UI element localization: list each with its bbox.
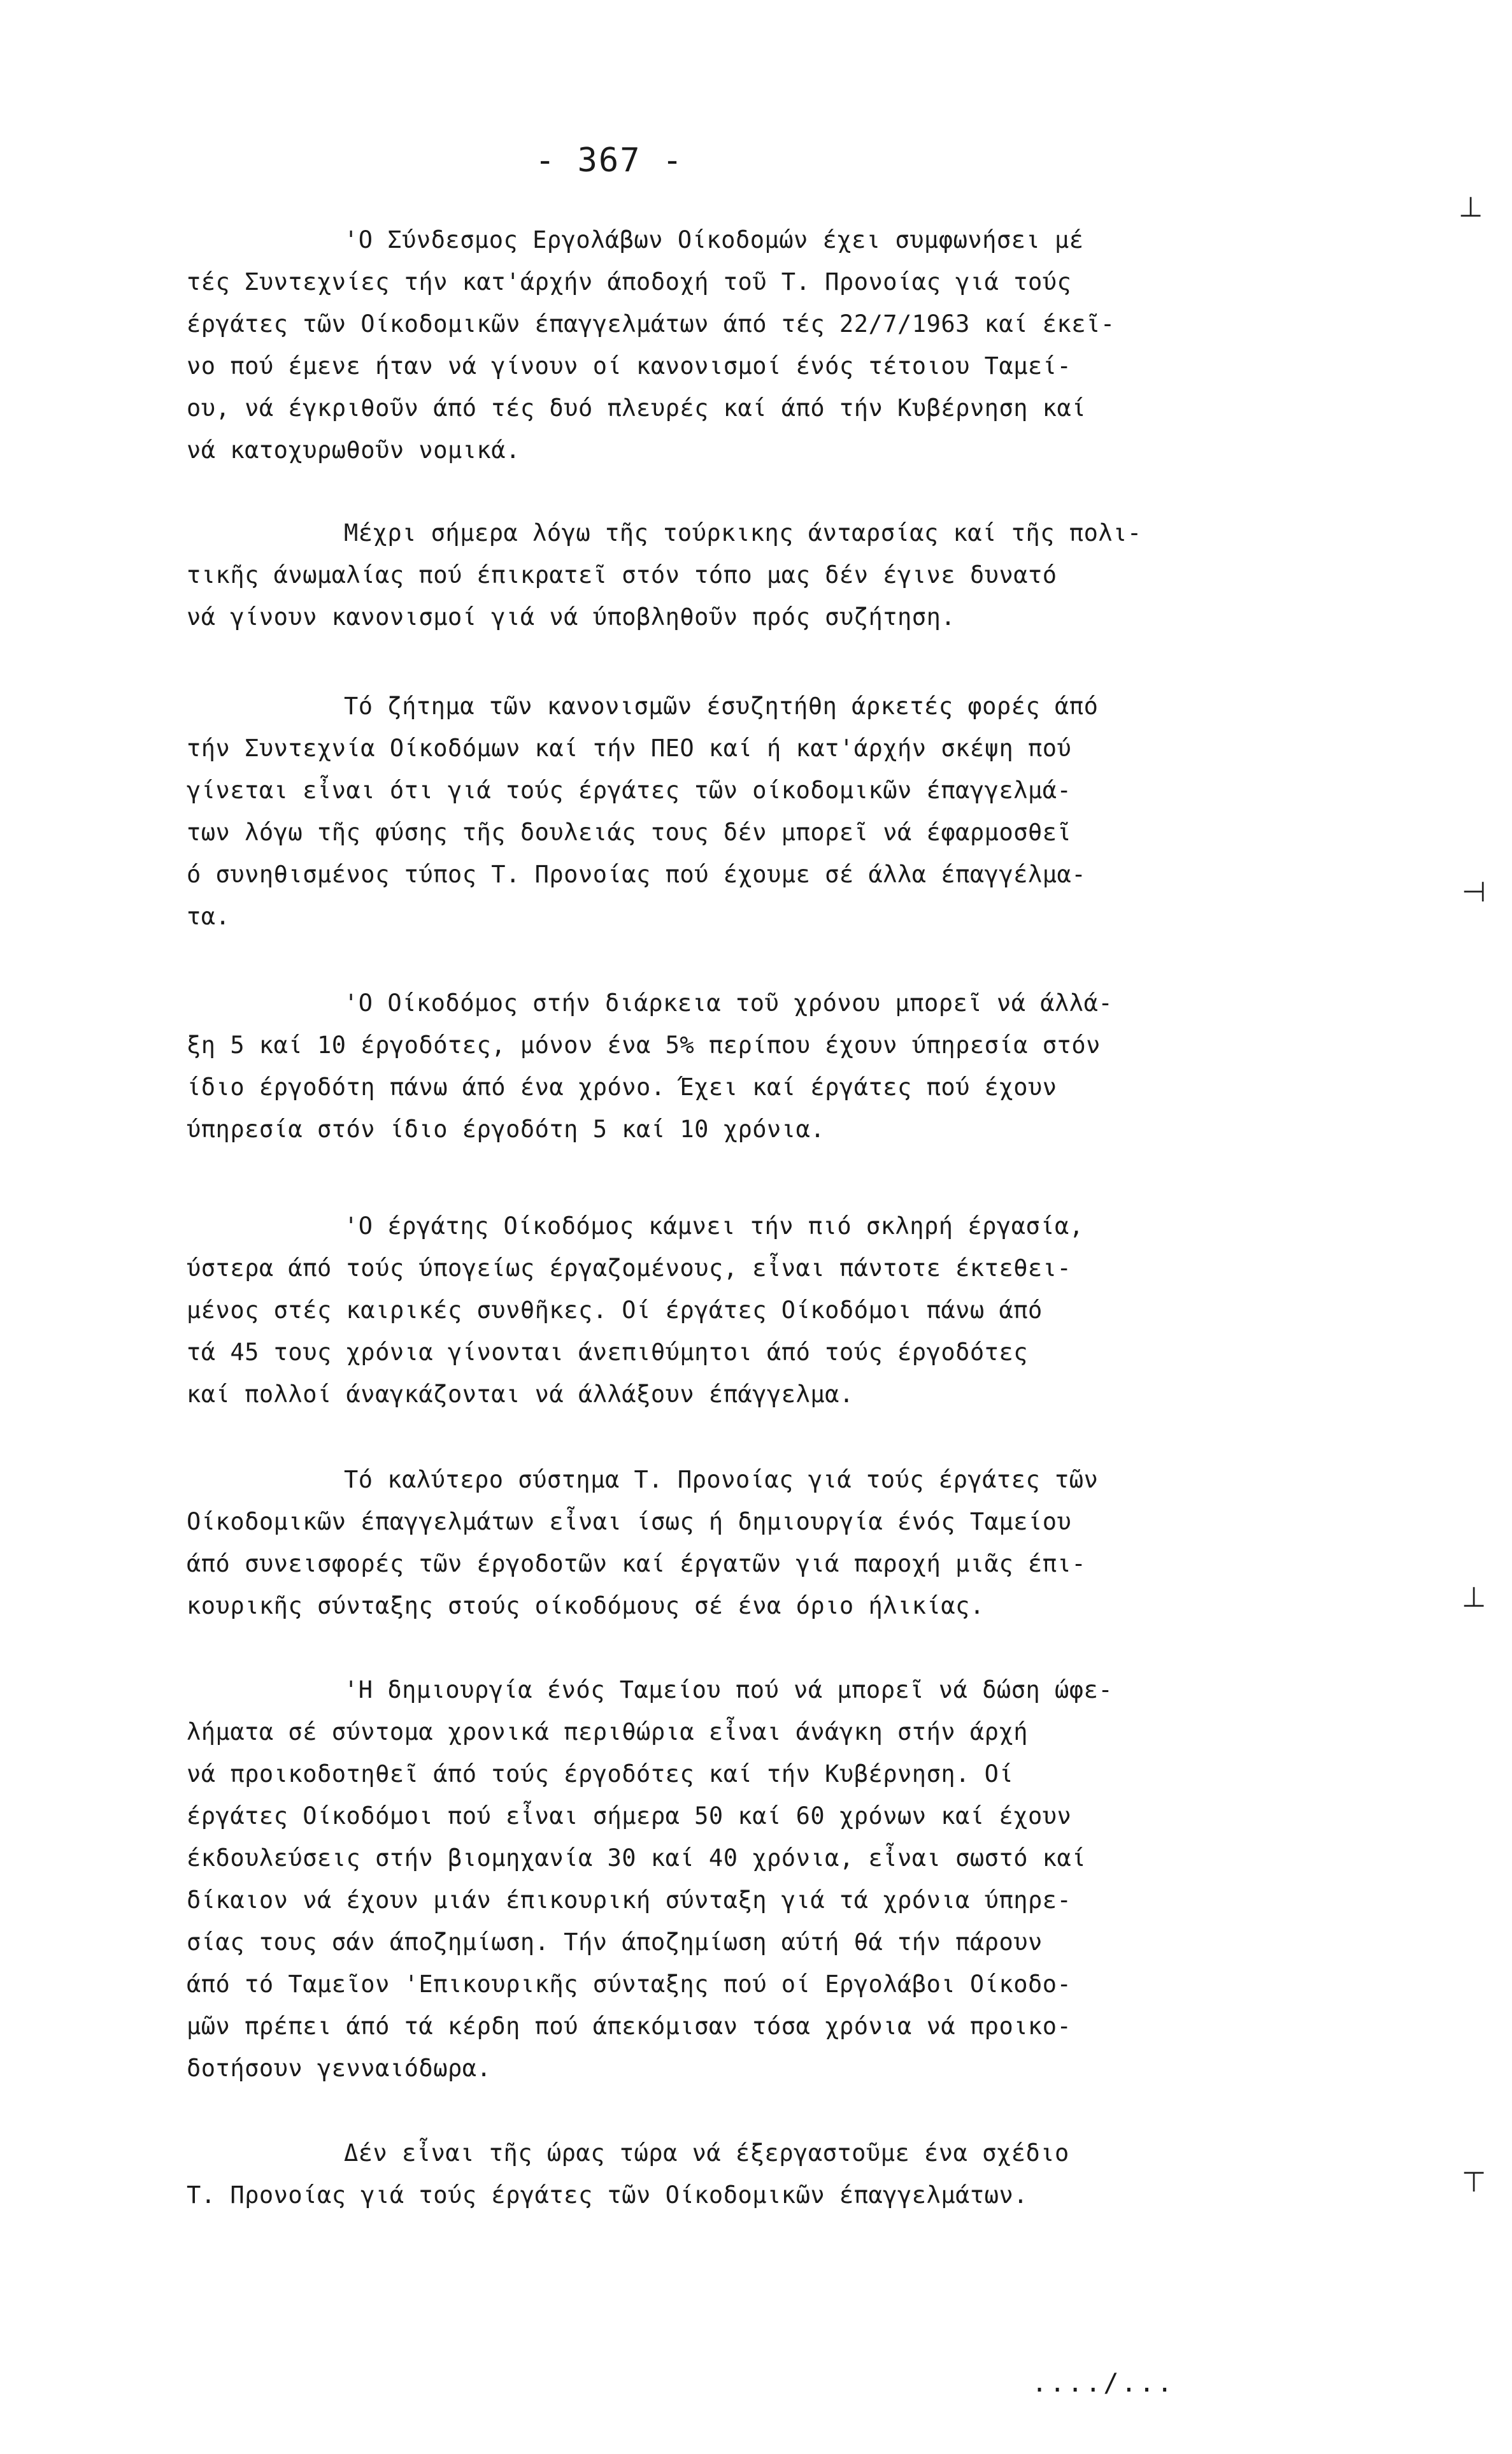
text-line: μῶν πρέπει άπό τά κέρδη πού άπεκόμισαν τόσα χρόνια νά προικο- [187,2013,1072,2040]
text-line: δίκαιον νά έχουν μιάν έπικουρική σύνταξη γιά τά χρόνια ύπηρε- [187,1886,1072,1914]
text-line: ύπηρεσία στόν ίδιο έργοδότη 5 καί 10 χρόνια. [187,1116,825,1143]
text-line: δοτήσουν γενναιόδωρα. [187,2055,492,2082]
text-line: νά γίνουν κανονισμοί γιά νά ύποβληθοῦν πρός συζήτηση. [187,603,956,631]
text-line: νά κατοχυρωθοῦν νομικά. [187,436,520,464]
text-line: ου, νά έγκριθοῦν άπό τές δυό πλευρές καί άπό τήν Κυβέρνηση καί [187,394,1087,422]
text-line: τικῆς άνωμαλίας πού έπικρατεῖ στόν τόπο μας δέν έγινε δυνατό [187,561,1057,589]
text-line: Μέχρι σήμερα λόγω τῆς τούρκικης άνταρσίας καί τῆς πολι- [344,519,1142,547]
text-line: τήν Συντεχνία Οίκοδόμων καί τήν ΠΕΟ καί ή κατ'άρχήν σκέψη πού [187,735,1072,762]
text-line: Τό ζήτημα τῶν κανονισμῶν έσυζητήθη άρκετές φορές άπό [344,692,1099,720]
margin-mark-icon: ⊣ [1462,876,1487,908]
text-line: άπό συνεισφορές τῶν έργοδοτῶν καί έργατῶν γιά παροχή μιᾶς έπι- [187,1550,1087,1577]
text-line: σίας τους σάν άποζημίωση. Τήν άποζημίωση αύτή θά τήν πάρουν [187,1928,1043,1956]
text-line: των λόγω τῆς φύσης τῆς δουλειάς τους δέν μπορεῖ νά έφαρμοσθεῖ [187,819,1072,846]
text-line: Τ. Προνοίας γιά τούς έργάτες τῶν Οίκοδομικῶν έπαγγελμάτων. [187,2181,1029,2209]
margin-mark-icon: ⊥ [1459,191,1483,224]
text-line: τές Συντεχνίες τήν κατ'άρχήν άποδοχή τοῦ Τ. Προνοίας γιά τούς [187,268,1072,296]
text-line: 'Η δημιουργία ένός Ταμείου πού νά μπορεῖ νά δώση ώφε- [344,1676,1113,1704]
text-line: ύστερα άπό τούς ύπογείως έργαζομένους, εἶναι πάντοτε έκτεθει- [187,1254,1072,1282]
text-line: νά προικοδοτηθεῖ άπό τούς έργοδότες καί τήν Κυβέρνηση. Οί [187,1760,1014,1788]
text-line: έργάτες Οίκοδόμοι πού εἶναι σήμερα 50 καί 60 χρόνων καί έχουν [187,1802,1072,1830]
margin-mark-icon: ⊤ [1462,2166,1487,2199]
text-line: Δέν εἶναι τῆς ώρας τώρα νά έξεργαστοῦμε ένα σχέδιο [344,2139,1069,2167]
text-line: 'Ο έργάτης Οίκοδόμος κάμνει τήν πιό σκληρή έργασία, [344,1212,1084,1240]
text-line: έργάτες τῶν Οίκοδομικῶν έπαγγελμάτων άπό τές 22/7/1963 καί έκεῖ- [187,310,1115,338]
text-line: ίδιο έργοδότη πάνω άπό ένα χρόνο. Έχει καί έργάτες πού έχουν [187,1073,1057,1101]
text-line: κουρικῆς σύνταξης στούς οίκοδόμους σέ ένα όριο ήλικίας. [187,1592,985,1619]
text-line: 'Ο Οίκοδόμος στήν διάρκεια τοῦ χρόνου μπορεῖ νά άλλά- [344,989,1113,1017]
text-line: τά 45 τους χρόνια γίνονται άνεπιθύμητοι άπό τούς έργοδότες [187,1338,1029,1366]
text-line: άπό τό Ταμεῖον 'Επικουρικῆς σύνταξης πού οί Εργολάβοι Οίκοδο- [187,1970,1072,1998]
text-line: μένος στές καιρικές συνθῆκες. Οί έργάτες Οίκοδόμοι πάνω άπό [187,1296,1043,1324]
text-line: Τό καλύτερο σύστημα Τ. Προνοίας γιά τούς έργάτες τῶν [344,1466,1099,1493]
continuation-mark: ..../... [1032,2369,1175,2398]
text-line: λήματα σέ σύντομα χρονικά περιθώρια εἶναι άνάγκη στήν άρχή [187,1718,1029,1746]
text-line: γίνεται εἶναι ότι γιά τούς έργάτες τῶν οίκοδομικῶν έπαγγελμά- [187,777,1072,804]
text-line: νο πού έμενε ήταν νά γίνουν οί κανονισμοί ένός τέτοιου Ταμεί- [187,352,1072,380]
text-line: ό συνηθισμένος τύπος Τ. Προνοίας πού έχουμε σέ άλλα έπαγγέλμα- [187,861,1087,888]
text-line: Οίκοδομικῶν έπαγγελμάτων εἶναι ίσως ή δημιουργία ένός Ταμείου [187,1508,1072,1535]
page-number: - 367 - [535,141,684,180]
text-line: τα. [187,903,231,930]
text-line: καί πολλοί άναγκάζονται νά άλλάξουν έπάγγελμα. [187,1381,854,1408]
text-line: 'Ο Σύνδεσμος Εργολάβων Οίκοδομών έχει συμφωνήσει μέ [344,226,1084,254]
margin-mark-icon: ⊥ [1462,1581,1487,1614]
text-line: έκδουλεύσεις στήν βιομηχανία 30 καί 40 χρόνια, εἶναι σωστό καί [187,1844,1087,1872]
text-line: ξη 5 καί 10 έργοδότες, μόνον ένα 5% περίπου έχουν ύπηρεσία στόν [187,1031,1101,1059]
